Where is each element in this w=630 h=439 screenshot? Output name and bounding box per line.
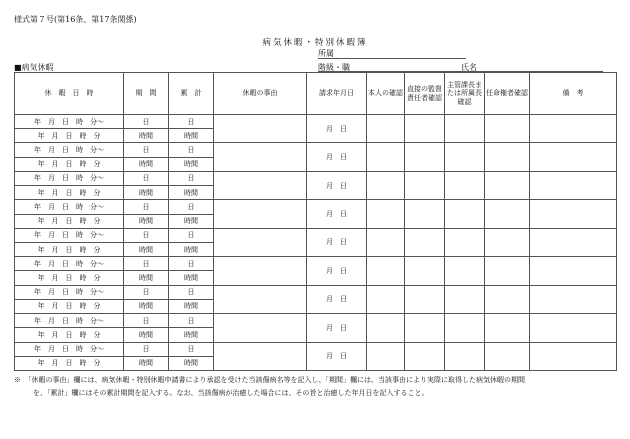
remarks-cell[interactable]: [530, 228, 617, 256]
period-days-cell[interactable]: 日: [124, 285, 169, 299]
note-line-2: を、「累計」欄にはその累計期間を記入する。なお、当該傷病が治癒した場合には、その旨と治癒した年月日を記入すること。: [33, 389, 429, 397]
leave-from-cell[interactable]: 年 月 日 時 分～: [15, 200, 124, 214]
manager-confirm-cell[interactable]: [445, 342, 485, 371]
self-confirm-cell[interactable]: [367, 285, 405, 313]
record-row: [15, 314, 617, 328]
cumulative-days-cell[interactable]: 日: [169, 171, 214, 185]
cumulative-hours-cell[interactable]: 時間: [169, 356, 214, 370]
remarks-cell[interactable]: [530, 314, 617, 342]
reason-cell[interactable]: [214, 285, 307, 313]
col-leave-datetime: 休 暇 日 時: [15, 73, 124, 115]
cumulative-days-cell[interactable]: 日: [169, 285, 214, 299]
reason-cell[interactable]: [214, 228, 307, 256]
period-hours-cell[interactable]: 時間: [124, 299, 169, 313]
request-date-cell[interactable]: 月 日: [307, 285, 367, 313]
leave-from-cell[interactable]: 年 月 日 時 分～: [15, 314, 124, 328]
period-hours-cell[interactable]: 時間: [124, 328, 169, 342]
reason-cell[interactable]: [214, 171, 307, 199]
supervisor-confirm-cell[interactable]: [405, 143, 445, 171]
manager-confirm-cell[interactable]: [445, 143, 485, 171]
note-mark: ※: [14, 376, 21, 384]
remarks-cell[interactable]: [530, 285, 617, 313]
cumulative-hours-cell[interactable]: 時間: [169, 242, 214, 256]
leave-from-cell[interactable]: 年 月 日 時 分～: [15, 171, 124, 185]
period-hours-cell[interactable]: 時間: [124, 186, 169, 200]
manager-confirm-cell[interactable]: [445, 228, 485, 256]
record-row: [15, 342, 617, 356]
supervisor-confirm-cell[interactable]: [405, 342, 445, 371]
remarks-cell[interactable]: [530, 115, 617, 143]
record-row: [15, 285, 617, 299]
appointer-confirm-cell[interactable]: [485, 171, 530, 199]
record-row: [15, 200, 617, 214]
leave-to-cell[interactable]: 年 月 日 時 分: [15, 271, 124, 285]
period-days-cell[interactable]: 日: [124, 200, 169, 214]
leave-from-cell[interactable]: 年 月 日 時 分～: [15, 257, 124, 271]
cumulative-days-cell[interactable]: 日: [169, 342, 214, 356]
appointer-confirm-cell[interactable]: [485, 342, 530, 371]
leave-to-cell[interactable]: 年 月 日 時 分: [15, 299, 124, 313]
supervisor-confirm-cell[interactable]: [405, 314, 445, 342]
reason-cell[interactable]: [214, 143, 307, 171]
appointer-confirm-cell[interactable]: [485, 200, 530, 228]
period-days-cell[interactable]: 日: [124, 314, 169, 328]
cumulative-days-cell[interactable]: 日: [169, 228, 214, 242]
period-days-cell[interactable]: 日: [124, 171, 169, 185]
cumulative-hours-cell[interactable]: 時間: [169, 271, 214, 285]
appointer-confirm-cell[interactable]: [485, 115, 530, 143]
period-hours-cell[interactable]: 時間: [124, 271, 169, 285]
period-days-cell[interactable]: 日: [124, 115, 169, 129]
section-label: ■病気休暇: [14, 63, 54, 72]
supervisor-confirm-cell[interactable]: [405, 171, 445, 199]
affiliation-underline: [318, 58, 466, 59]
period-hours-cell[interactable]: 時間: [124, 129, 169, 143]
supervisor-confirm-cell[interactable]: [405, 257, 445, 285]
col-appointer-confirm: 任命権者確認: [485, 73, 530, 115]
cumulative-hours-cell[interactable]: 時間: [169, 157, 214, 171]
record-row: [15, 115, 617, 129]
cumulative-hours-cell[interactable]: 時間: [169, 299, 214, 313]
leave-to-cell[interactable]: 年 月 日 時 分: [15, 356, 124, 370]
leave-from-cell[interactable]: 年 月 日 時 分～: [15, 228, 124, 242]
appointer-confirm-cell[interactable]: [485, 285, 530, 313]
period-hours-cell[interactable]: 時間: [124, 356, 169, 370]
period-days-cell[interactable]: 日: [124, 143, 169, 157]
leave-from-cell[interactable]: 年 月 日 時 分～: [15, 342, 124, 356]
leave-to-cell[interactable]: 年 月 日 時 分: [15, 129, 124, 143]
leave-record-table: [14, 72, 616, 371]
leave-to-cell[interactable]: 年 月 日 時 分: [15, 157, 124, 171]
request-date-cell[interactable]: 月 日: [307, 171, 367, 199]
request-date-cell[interactable]: 月 日: [307, 257, 367, 285]
remarks-cell[interactable]: [530, 200, 617, 228]
col-reason: 休暇の事由: [214, 73, 307, 115]
leave-to-cell[interactable]: 年 月 日 時 分: [15, 186, 124, 200]
grade-label: 階級・職: [318, 63, 350, 72]
appointer-confirm-cell[interactable]: [485, 143, 530, 171]
self-confirm-cell[interactable]: [367, 200, 405, 228]
manager-confirm-cell[interactable]: [445, 200, 485, 228]
cumulative-hours-cell[interactable]: 時間: [169, 328, 214, 342]
request-date-cell[interactable]: 月 日: [307, 143, 367, 171]
cumulative-hours-cell[interactable]: 時間: [169, 186, 214, 200]
col-supervisor-confirm: 直接の監督責任者確認: [405, 73, 445, 115]
remarks-cell[interactable]: [530, 342, 617, 371]
request-date-cell[interactable]: 月 日: [307, 342, 367, 371]
manager-confirm-cell[interactable]: [445, 285, 485, 313]
period-hours-cell[interactable]: 時間: [124, 157, 169, 171]
leave-from-cell[interactable]: 年 月 日 時 分～: [15, 115, 124, 129]
leave-to-cell[interactable]: 年 月 日 時 分: [15, 328, 124, 342]
cumulative-days-cell[interactable]: 日: [169, 115, 214, 129]
cumulative-days-cell[interactable]: 日: [169, 143, 214, 157]
header-row: [15, 73, 617, 115]
manager-confirm-cell[interactable]: [445, 314, 485, 342]
col-cumulative: 累 計: [169, 73, 214, 115]
period-days-cell[interactable]: 日: [124, 342, 169, 356]
supervisor-confirm-cell[interactable]: [405, 115, 445, 143]
self-confirm-cell[interactable]: [367, 257, 405, 285]
reason-cell[interactable]: [214, 200, 307, 228]
note-line-1: 「休暇の事由」欄には、病気休暇・特別休暇申請書により承認を受けた当該傷病名等を記入し、「期間」欄には、当該事由により実際に取得した病気休暇の期間: [28, 376, 525, 384]
supervisor-confirm-cell[interactable]: [405, 200, 445, 228]
period-days-cell[interactable]: 日: [124, 228, 169, 242]
remarks-cell[interactable]: [530, 171, 617, 199]
cumulative-hours-cell[interactable]: 時間: [169, 214, 214, 228]
period-hours-cell[interactable]: 時間: [124, 242, 169, 256]
self-confirm-cell[interactable]: [367, 143, 405, 171]
appointer-confirm-cell[interactable]: [485, 228, 530, 256]
remarks-cell[interactable]: [530, 143, 617, 171]
manager-confirm-cell[interactable]: [445, 257, 485, 285]
col-manager-confirm: 主管課長または所属長確認: [445, 73, 485, 115]
cumulative-hours-cell[interactable]: 時間: [169, 129, 214, 143]
self-confirm-cell[interactable]: [367, 314, 405, 342]
period-days-cell[interactable]: 日: [124, 257, 169, 271]
leave-to-cell[interactable]: 年 月 日 時 分: [15, 242, 124, 256]
record-row: [15, 228, 617, 242]
request-date-cell[interactable]: 月 日: [307, 314, 367, 342]
cumulative-days-cell[interactable]: 日: [169, 314, 214, 328]
appointer-confirm-cell[interactable]: [485, 314, 530, 342]
remarks-cell[interactable]: [530, 257, 617, 285]
self-confirm-cell[interactable]: [367, 115, 405, 143]
reason-cell[interactable]: [214, 342, 307, 371]
request-date-cell[interactable]: 月 日: [307, 115, 367, 143]
self-confirm-cell[interactable]: [367, 228, 405, 256]
self-confirm-cell[interactable]: [367, 342, 405, 371]
supervisor-confirm-cell[interactable]: [405, 285, 445, 313]
period-hours-cell[interactable]: 時間: [124, 214, 169, 228]
footnote: [14, 373, 525, 388]
manager-confirm-cell[interactable]: [445, 171, 485, 199]
leave-from-cell[interactable]: 年 月 日 時 分～: [15, 143, 124, 157]
reason-cell[interactable]: [214, 257, 307, 285]
request-date-cell[interactable]: 月 日: [307, 200, 367, 228]
record-row: [15, 143, 617, 157]
cumulative-days-cell[interactable]: 日: [169, 200, 214, 214]
form-number: 様式第７号(第16条、第17条関係): [14, 15, 137, 24]
reason-cell[interactable]: [214, 314, 307, 342]
reason-cell[interactable]: [214, 115, 307, 143]
col-period: 期 間: [124, 73, 169, 115]
record-row: [15, 257, 617, 271]
leave-to-cell[interactable]: 年 月 日 時 分: [15, 214, 124, 228]
name-label: 氏名: [461, 63, 477, 72]
record-row: [15, 171, 617, 185]
supervisor-confirm-cell[interactable]: [405, 228, 445, 256]
request-date-cell[interactable]: 月 日: [307, 228, 367, 256]
cumulative-days-cell[interactable]: 日: [169, 257, 214, 271]
col-request-date: 請求年月日: [307, 73, 367, 115]
manager-confirm-cell[interactable]: [445, 115, 485, 143]
appointer-confirm-cell[interactable]: [485, 257, 530, 285]
col-remarks: 備 考: [530, 73, 617, 115]
col-self-confirm: 本人の確認: [367, 73, 405, 115]
document-title: 病気休暇・特別休暇簿: [262, 38, 368, 48]
self-confirm-cell[interactable]: [367, 171, 405, 199]
leave-from-cell[interactable]: 年 月 日 時 分～: [15, 285, 124, 299]
affiliation-label: 所属: [318, 49, 334, 58]
